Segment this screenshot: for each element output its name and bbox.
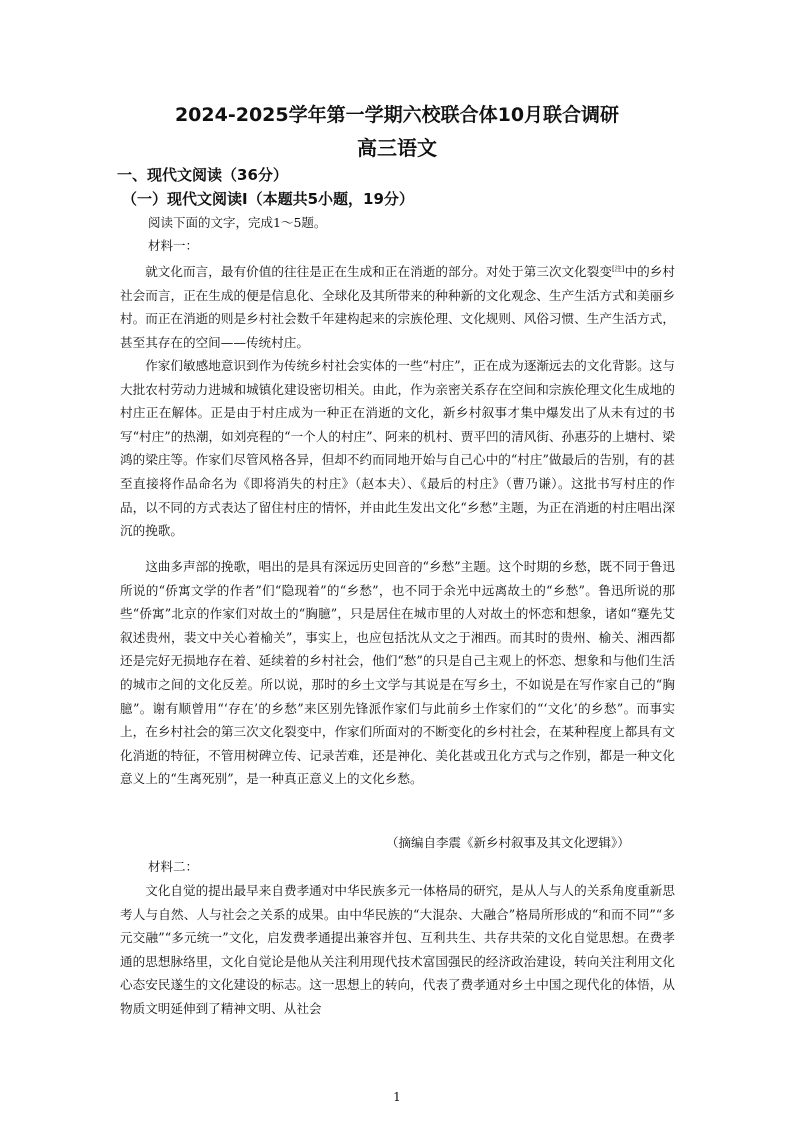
paragraph-text: 就文化而言，最有价值的往往是正在生成和正在消逝的部分。对处于第三次文化裂变 [145, 264, 613, 280]
exam-title: 2024-2025学年第一学期六校联合体10月联合调研 [174, 104, 620, 126]
material1-paragraph-2: 作家们敏感地意识到作为传统乡村社会实体的一些“村庄”，正在成为逐渐远去的文化背影。这与大批农村劳动力进城和城镇化建设密切相关。由此，作为亲密关系存在空间和宗族伦理文化生成地的村庄正在解体。正是由于村庄成为一种正在消逝的文化，新乡村叙事才集中爆发出了从未有过的书写“村庄”的热潮，如刘亮程的“一个人的村庄”、阿来的机村、贾平凹的清风街、孙惠芬的上塘村、梁鸿的梁庄等。作家们尽管风格各异，但却不约而同地开始与自己心中的“村庄”做最后的告别，有的甚至直接将作品命名为《即将消失的村庄》（赵本夫）、《最后的村庄》（曹乃谦）。这批书写村庄的作品，以不同的方式表达了留住村庄的情怀，并由此生发出文化“乡愁”主题，为正在消逝的村庄唱出深沉的挽歌。 [120, 358, 675, 539]
material1-paragraph-1 [120, 258, 675, 355]
page-number: 1 [393, 1090, 401, 1104]
paragraph-text: 中的乡村社会而言，正在生成的便是信息化、全球化及其所带来的种种新的文化观念、生产生活方式和美丽乡村。而正在消逝的则是乡村社会数千年建构起来的宗族伦理、文化规则、风俗习惯、生产生活方式，甚至其存在的空间——传统村庄。 [120, 264, 676, 350]
material1-paragraph-3: 这曲多声部的挽歌，唱出的是具有深远历史回音的“乡愁”主题。这个时期的乡愁，既不同于鲁迅所说的“侨寓文学的作者”们“隐现着”的“乡愁”，也不同于余光中远离故土的“乡愁”。鲁迅所说的那些“侨寓”北京的作家们对故土的“胸臆”，只是居住在城市里的人对故土的怀恋和想象，诸如“蹇先艾叙述贵州，裴文中关心着榆关”，事实上，也应包括沈从文之于湘西。而其时的贵州、榆关、湘西都还是完好无损地存在着、延续着的乡村社会，他们“愁”的只是自己主观上的怀恋、想象和与他们生活的城市之间的文化反差。所以说，那时的乡土文学与其说是在写乡土，不如说是在写作家自己的“胸臆”。谢有顺曾用“‘存在’的乡愁”来区别先锋派作家们与此前乡土作家们的“‘文化’的乡愁”。而事实上，在乡村社会的第三次文化裂变中，作家们所面对的不断变化的乡村社会，在某种程度上都具有文化消逝的特征，不管用树碑立传、记录苦难，还是神化、美化甚或丑化方式与之作别，都是一种文化意义上的“生离死别”，是一种真正意义上的文化乡愁。 [120, 559, 675, 787]
material1-label: 材料一： [148, 238, 199, 253]
reading-instruction: 阅读下面的文字，完成1～5题。 [148, 215, 327, 230]
material1-source: （摘编自李震《新乡村叙事及其文化逻辑》） [386, 835, 630, 850]
sub-section-heading: （一）现代文阅读Ⅰ（本题共5小题，19分） [122, 190, 414, 208]
footnote-marker: [注] [612, 265, 625, 273]
material2-label: 材料二： [148, 859, 199, 874]
section-heading: 一、现代文阅读（36分） [117, 166, 288, 184]
material2-paragraph-1: 文化自觉的提出最早来自费孝通对中华民族多元一体格局的研究，是从人与人的关系角度重新思考人与自然、人与社会之关系的成果。由中华民族的“大混杂、大融合”格局所形成的“和而不同”“多元交融”“多元统一”文化，启发费孝通提出兼容并包、互利共生、共存共荣的文化自觉思想。在费孝通的思想脉络里，文化自觉论是他从关注利用现代技术富国强民的经济政治建设，转向关注利用文化心态安民遂生的文化建设的标志。这一思想上的转向，代表了费孝通对乡土中国之现代化的体悟，从物质文明延伸到了精神文明、从社会 [120, 883, 675, 1016]
exam-subject: 高三语文 [357, 136, 437, 160]
